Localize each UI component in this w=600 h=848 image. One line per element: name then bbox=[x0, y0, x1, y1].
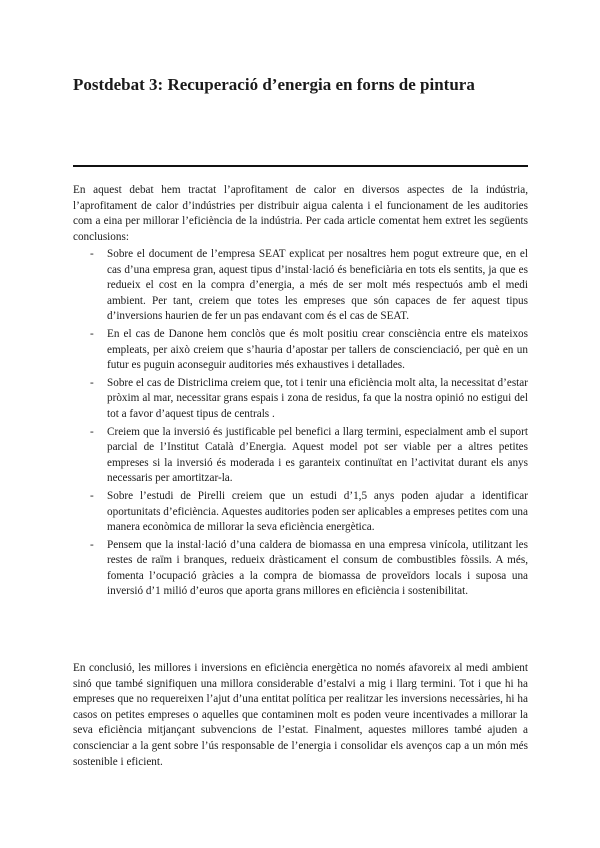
conclusion-item-pirelli bbox=[73, 489, 528, 536]
intro-paragraph: En aquest debat hem tractat l’aprofitament de calor en diversos aspectes de la indústria, l’aprofitament de calor d’indústries per distribuir aigua calenta i el funcionament de les auditories com a eina per millorar l’eficiència de la indústria. Per cada article comentat hem extret les següents conclusions: bbox=[73, 184, 528, 243]
bullet-dash: - bbox=[90, 248, 94, 260]
conclusion-item-seat bbox=[73, 247, 528, 325]
page-title: Postdebat 3: Recuperació d’energia en forns de pintura bbox=[73, 75, 475, 94]
conclusion-item-investment bbox=[73, 425, 528, 487]
conclusion-item-danone bbox=[73, 327, 528, 374]
conclusion-text: Creiem que la inversió és justificable pel benefici a llarg termini, especialment amb el suport parcial de l’Institut Català d’Energia. Aquest model pot ser viable per a altres petites empreses si la inversió és moderada i es garanteix continuïtat en l’activitat durant els anys necessaris per amortitzar-la. bbox=[107, 425, 528, 485]
conclusion-text: Sobre el cas de Districlima creiem que, tot i tenir una eficiència molt alta, la necessitat d’estar pròxim al mar, necessitar grans espais i zona de residus, fa que la nostra opinió no estigui del tot a favor d’aquest tipus de centrals . bbox=[107, 376, 528, 420]
conclusion-item-districlima bbox=[73, 376, 528, 423]
bullet-dash: - bbox=[90, 538, 94, 551]
conclusion-paragraph: En conclusió, les millores i inversions en eficiència energètica no només afavoreix al medi ambient sinó que també signifiquen una millora considerable d’estalvi a mig i llarg termini. Tot i que hi ha empreses que no requereixen l’ajut d’una entitat política per realitzar les inversions necessàries, hi ha casos on petites empreses o aquelles que contaminen molt es poden veure incentivades a millorar la seva eficiència mitjançant subvencions de l’estat. Finalment, aquestes millores també ajuden a conscienciar a la gent sobre l’ús responsable de l’energia i consolidar els avenços cap a un món més sostenible i eficient. bbox=[73, 662, 528, 768]
conclusions-list bbox=[73, 247, 528, 602]
conclusion-text: Sobre l’estudi de Pirelli creiem que un estudi d’1,5 anys poden ajudar a identificar oportunitats d’eficiència. Aquestes auditories poden ser aplicables a empreses petites com una manera econòmica de millorar la seva eficiència energètica. bbox=[107, 489, 528, 534]
conclusion-text: Sobre el document de l’empresa SEAT explicat per nosaltres hem pogut extreure que, en el cas d’una empresa gran, aquest tipus d’instal·lació és beneficiària en tots els sentits, ja que es redueix el cost en la compra d’energia, a més de ser molt més respectuós amb el medi ambient. Per tant, creiem que totes les empreses que són capaces de fer aquest tipus d’inversions haurien de fer un pas endavant com és el cas de SEAT. bbox=[107, 248, 528, 323]
title-divider bbox=[73, 165, 528, 167]
bullet-dash: - bbox=[90, 489, 94, 502]
bullet-dash: - bbox=[90, 327, 94, 340]
conclusion-text: En el cas de Danone hem conclòs que és molt positiu crear consciència entre els mateixos empleats, per això creiem que s’hauria d’apostar per tallers de conscienciació, per què en un futur es puguin aconseguir auditories més exhaustives i detallades. bbox=[107, 327, 528, 372]
bullet-dash: - bbox=[90, 425, 94, 438]
conclusion-text: Pensem que la instal·lació d’una caldera de biomassa en una empresa vinícola, utilitzant les restes de raïm i branques, redueix dràsticament el consum de combustibles fòssils. A més, fomenta l’ocupació gràcies a la compra de biomassa de proveïdors locals i suposa una inversió d’1 milió d’euros que aporta grans millores en eficiència i sostenibilitat. bbox=[107, 538, 528, 598]
conclusion-item-biomass bbox=[73, 538, 528, 600]
bullet-dash: - bbox=[90, 376, 94, 389]
